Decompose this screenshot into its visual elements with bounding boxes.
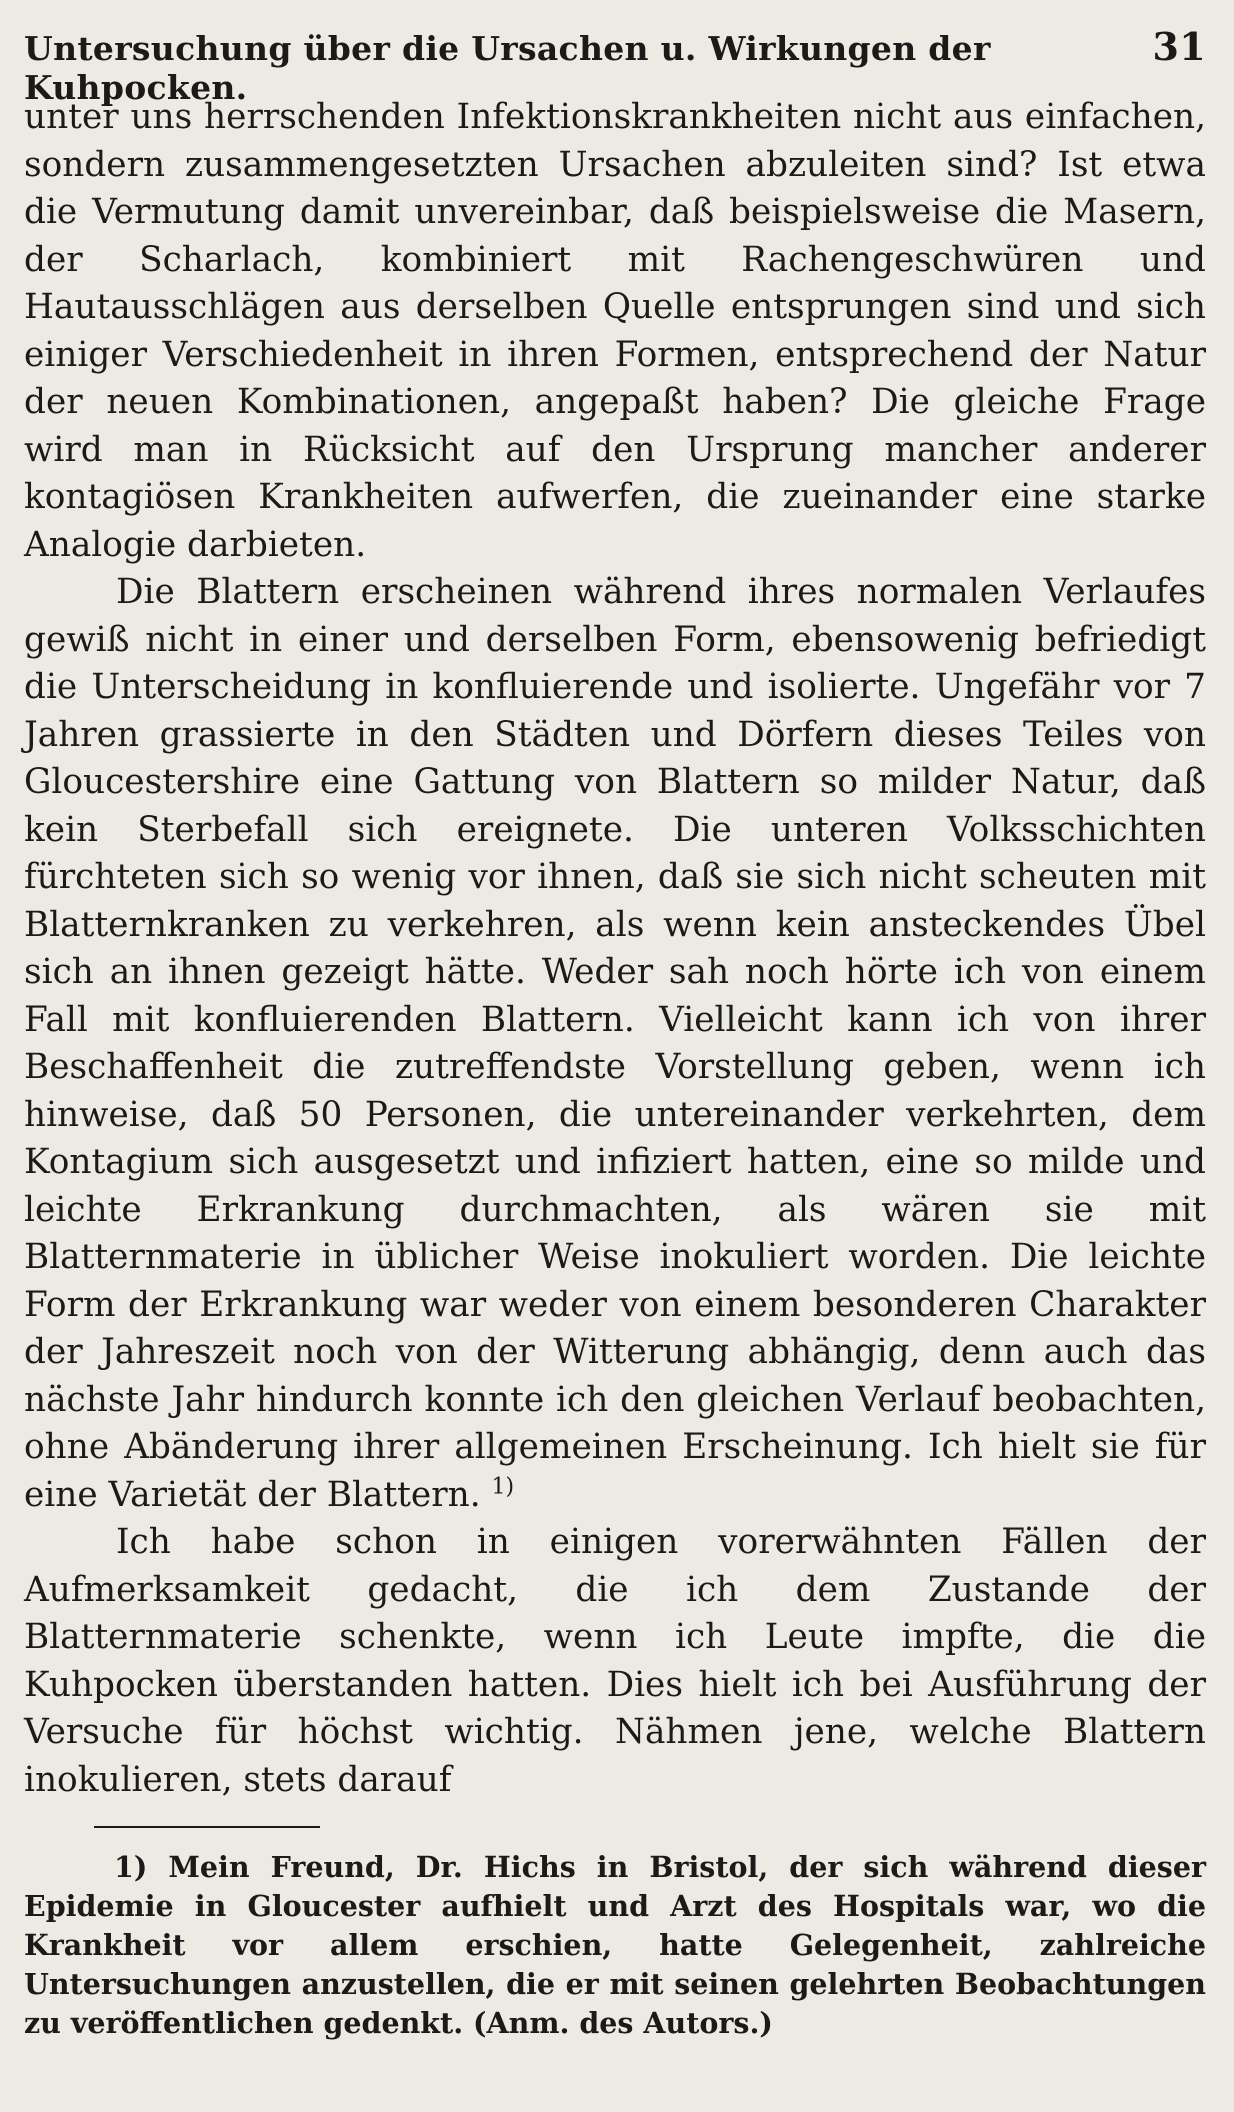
paragraph: Ich habe schon in einigen vorerwähnten Fällen der Aufmerksamkeit gedacht, die ich dem Zustande der Blatternmaterie schenkte, wenn ich Leute impfte, die die Kuhpocken überstanden hatten. Dies hielt ich bei Ausführung der Versuche für höchst wichtig. Nähmen jene, welche Blattern inokulieren, stets darauf [24,1522,1206,1800]
paragraph [24,569,1206,1519]
paragraph-continued: unter uns herrschenden Infektionskrankheiten nicht aus einfachen, sondern zusammengesetzten Ursachen abzuleiten sind? Ist etwa die Vermutung damit unvereinbar, daß beispielsweise die Masern, der Scharlach, kombiniert mit Rachengeschwüren und Hautausschlägen aus derselben Quelle entsprungen sind und sich einiger Verschiedenheit in ihren Formen, entsprechend der Natur der neuen Kombinationen, angepaßt haben? Die gleiche Frage wird man in Rücksicht auf den Ursprung mancher anderer kontagiösen Krankheiten aufwerfen, die zueinander eine starke Analogie darbieten. [24,97,1206,565]
footnote-divider [94,1826,320,1828]
body-text [24,94,1206,1804]
running-title: Untersuchung über die Ursachen u. Wirkungen der Kuhpocken. [24,29,991,107]
page-header [24,24,1206,107]
footnote-reference: 1) [491,1474,515,1500]
page-number: 31 [1152,24,1206,69]
paragraph-text: Die Blattern erscheinen während ihres normalen Verlaufes gewiß nicht in einer und derselben Form, ebensowenig befriedigt die Unterscheidung in konfluierende und isolierte. Ungefähr vor 7 Jahren grassierte in den Städten und Dörfern dieses Teiles von Gloucestershire eine Gattung von Blattern so milder Natur, daß kein Sterbefall sich ereignete. Die unteren Volksschichten fürchteten sich so wenig vor ihnen, daß sie sich nicht scheuten mit Blatternkranken zu verkehren, als wenn kein ansteckendes Übel sich an ihnen gezeigt hätte. Weder sah noch hörte ich von einem Fall mit konfluierenden Blattern. Vielleicht kann ich von ihrer Beschaffenheit die zutreffendste Vorstellung geben, wenn ich hinweise, daß 50 Personen, die untereinander verkehrten, dem Kontagium sich ausgesetzt und infiziert hatten, eine so milde und leichte Erkrankung durchmachten, als wären sie mit Blatternmaterie in üblicher Weise inokuliert worden. Die leichte Form der Erkrankung war weder von einem besonderen Charakter der Jahreszeit noch von der Witterung abhängig, denn auch das nächste Jahr hindurch konnte ich den gleichen Verlauf beobachten, ohne Abänderung ihrer allgemeinen Erscheinung. Ich hielt sie für eine Varietät der Blattern. [24,572,1206,1515]
footnote [24,1848,1206,2043]
footnote-text: 1) Mein Freund, Dr. Hichs in Bristol, der sich während dieser Epidemie in Gloucester aufhielt und Arzt des Hospitals war, wo die Krankheit vor allem erschien, hatte Gelegenheit, zahlreiche Untersuchungen anzustellen, die er mit seinen gelehrten Beobachtungen zu veröffentlichen gedenkt. (Anm. des Autors.) [24,1850,1206,2040]
